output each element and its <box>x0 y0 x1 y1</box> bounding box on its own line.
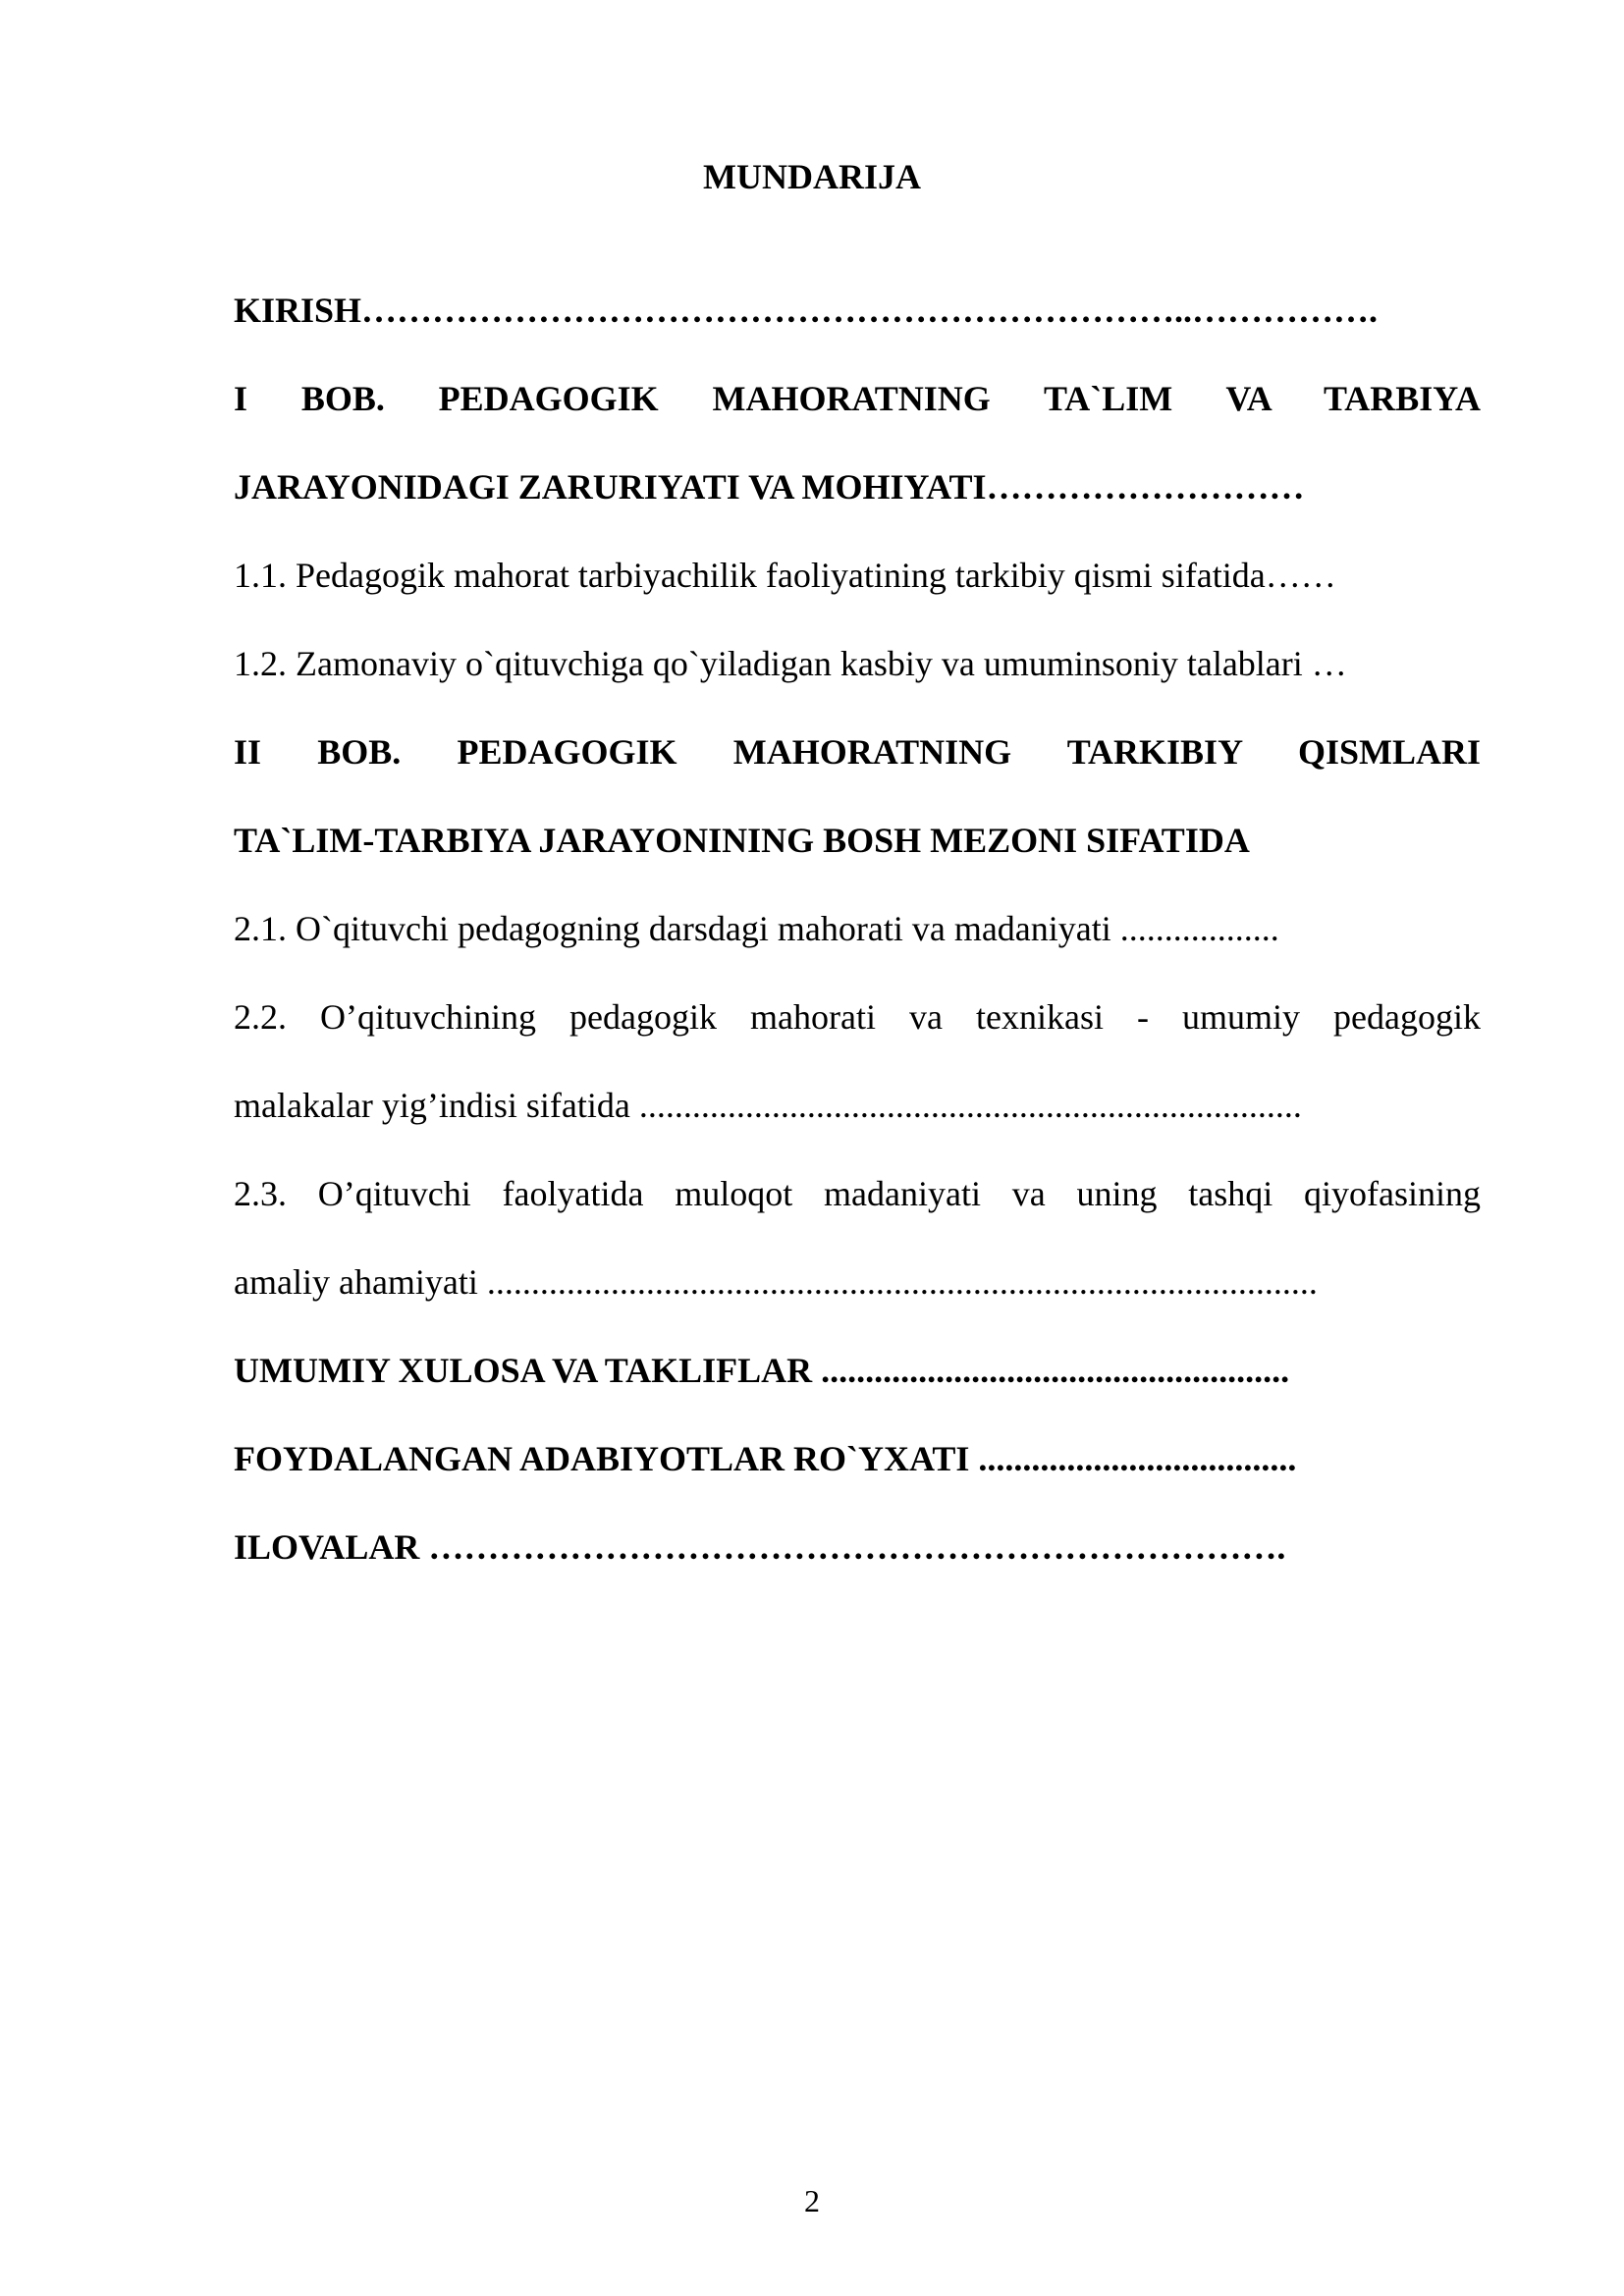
toc-entry-ilovalar: ILOVALAR ………………………………………………………………. <box>234 1527 1286 1567</box>
page-number: 2 <box>804 2183 820 2218</box>
page-title: MUNDARIJA <box>703 157 921 196</box>
toc-chapter-1-title-line-2: JARAYONIDAGI ZARURIYATI VA MOHIYATI……………………… <box>234 467 1305 507</box>
toc-chapter-2-title-line-1: II BOB. PEDAGOGIK MAHORATNING TARKIBIY QISMLARI <box>234 732 1481 772</box>
toc-entry-adabiyotlar: FOYDALANGAN ADABIYOTLAR RO`YXATI .................................... <box>234 1439 1297 1478</box>
toc-entry-2-2-line-1: 2.2. O’qituvchining pedagogik mahorati va texnikasi - umumiy pedagogik <box>234 997 1481 1037</box>
toc-entry-2-2-line-2: malakalar yig’indisi sifatida ........................................................................... <box>234 1086 1302 1125</box>
toc-entry-2-3-line-2: amaliy ahamiyati .............................................................................................. <box>234 1262 1318 1302</box>
toc-chapter-2-title-line-2: TA`LIM-TARBIYA JARAYONINING BOSH MEZONI SIFATIDA <box>234 821 1250 860</box>
table-of-contents <box>234 289 1481 1614</box>
toc-entry-kirish: KIRISH……………………………………………………………..……………. <box>234 291 1379 330</box>
toc-entry-2-1: 2.1. O`qituvchi pedagogning darsdagi mahorati va madaniyati .................. <box>234 909 1279 948</box>
toc-entry-xulosa: UMUMIY XULOSA VA TAKLIFLAR ..................................................... <box>234 1351 1290 1390</box>
toc-entry-1-2: 1.2. Zamonaviy o`qituvchiga qo`yiladigan kasbiy va umuminsoniy talablari … <box>234 644 1347 683</box>
toc-entry-2-3-line-1: 2.3. O’qituvchi faolyatida muloqot madaniyati va uning tashqi qiyofasining <box>234 1174 1481 1213</box>
toc-entry-1-1: 1.1. Pedagogik mahorat tarbiyachilik faoliyatining tarkibiy qismi sifatida…… <box>234 556 1336 595</box>
toc-chapter-1-title-line-1: I BOB. PEDAGOGIK MAHORATNING TA`LIM VA TARBIYA <box>234 379 1481 418</box>
